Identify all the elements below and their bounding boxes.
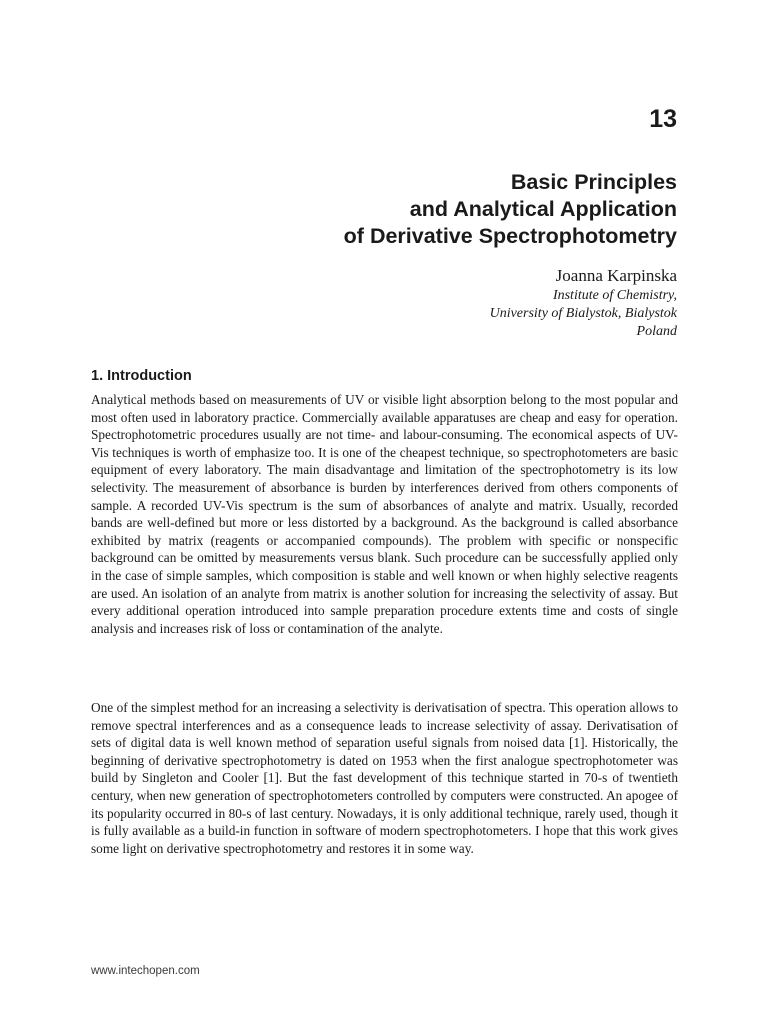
author-affiliation-line: Institute of Chemistry,: [552, 288, 677, 303]
author-affiliation-line: Poland: [636, 324, 677, 339]
chapter-number: 13: [649, 105, 677, 133]
chapter-title-line: and Analytical Application: [409, 197, 677, 221]
section-heading: 1. Introduction: [91, 368, 192, 384]
author-affiliation-line: University of Bialystok, Bialystok: [489, 306, 677, 321]
author-name: Joanna Karpinska: [555, 266, 677, 285]
author-block: [277, 265, 677, 341]
body-paragraph: One of the simplest method for an increasing a selectivity is derivatisation of spectra. This operation allows to remove spectral interferences and as a consequence leads to increase selectivity of assay. Derivatisation of sets of digital data is well known method of separation useful signals from noised data [1]. Historically, the beginning of derivative spectrophotometry is dated on 1953 when the first analogue spectrophotometer was build by Singleton and Cooler [1]. But the fast development of this technique started in 70-s of twentieth century, when new generation of spectrophotometers controlled by computers were constructed. An apogee of its popularity occurred in 80-s of last century. Nowadays, it is only additional technique, rarely used, though it is fully available as a build-in function in software of modern spectrophotometers. I hope that this work gives some light on derivative spectrophotometry and restores it in some way.: [91, 700, 678, 856]
body-paragraph: Analytical methods based on measurements of UV or visible light absorption belong to the most popular and most often used in laboratory practice. Commercially available apparatuses are cheap and easy for operation. Spectrophotometric procedures usually are not time- and labour-consuming. The economical aspects of UV-Vis techniques is worth of emphasize too. It is one of the cheapest technique, so spectrophotometers are basic equipment of every laboratory. The main disadvantage and limitation of the spectrophotometry is its low selectivity. The measurement of absorbance is burden by interferences derived from others components of sample. A recorded UV-Vis spectrum is the sum of absorbances of analyte and matrix. Usually, recorded bands are well-defined but more or less distorted by a background. As the background is called absorbance exhibited by matrix (reagents or accompanied compounds). The problem with specific or nonspecific background can be omitted by measurements versus blank. Such procedure can be successfully applied only in the case of simple samples, which composition is stable and well known or when highly selective reagents are used. An isolation of an analyte from matrix is another solution for increasing the selectivity of assay. But every additional operation introduced into sample preparation procedure extents time and costs of single analysis and increases risk of loss or contamination of the analyte.: [91, 392, 678, 636]
chapter-title-line: Basic Principles: [510, 170, 677, 194]
footer-url: www.intechopen.com: [91, 965, 200, 977]
chapter-title: [117, 169, 677, 250]
chapter-title-line: of Derivative Spectrophotometry: [343, 224, 677, 248]
